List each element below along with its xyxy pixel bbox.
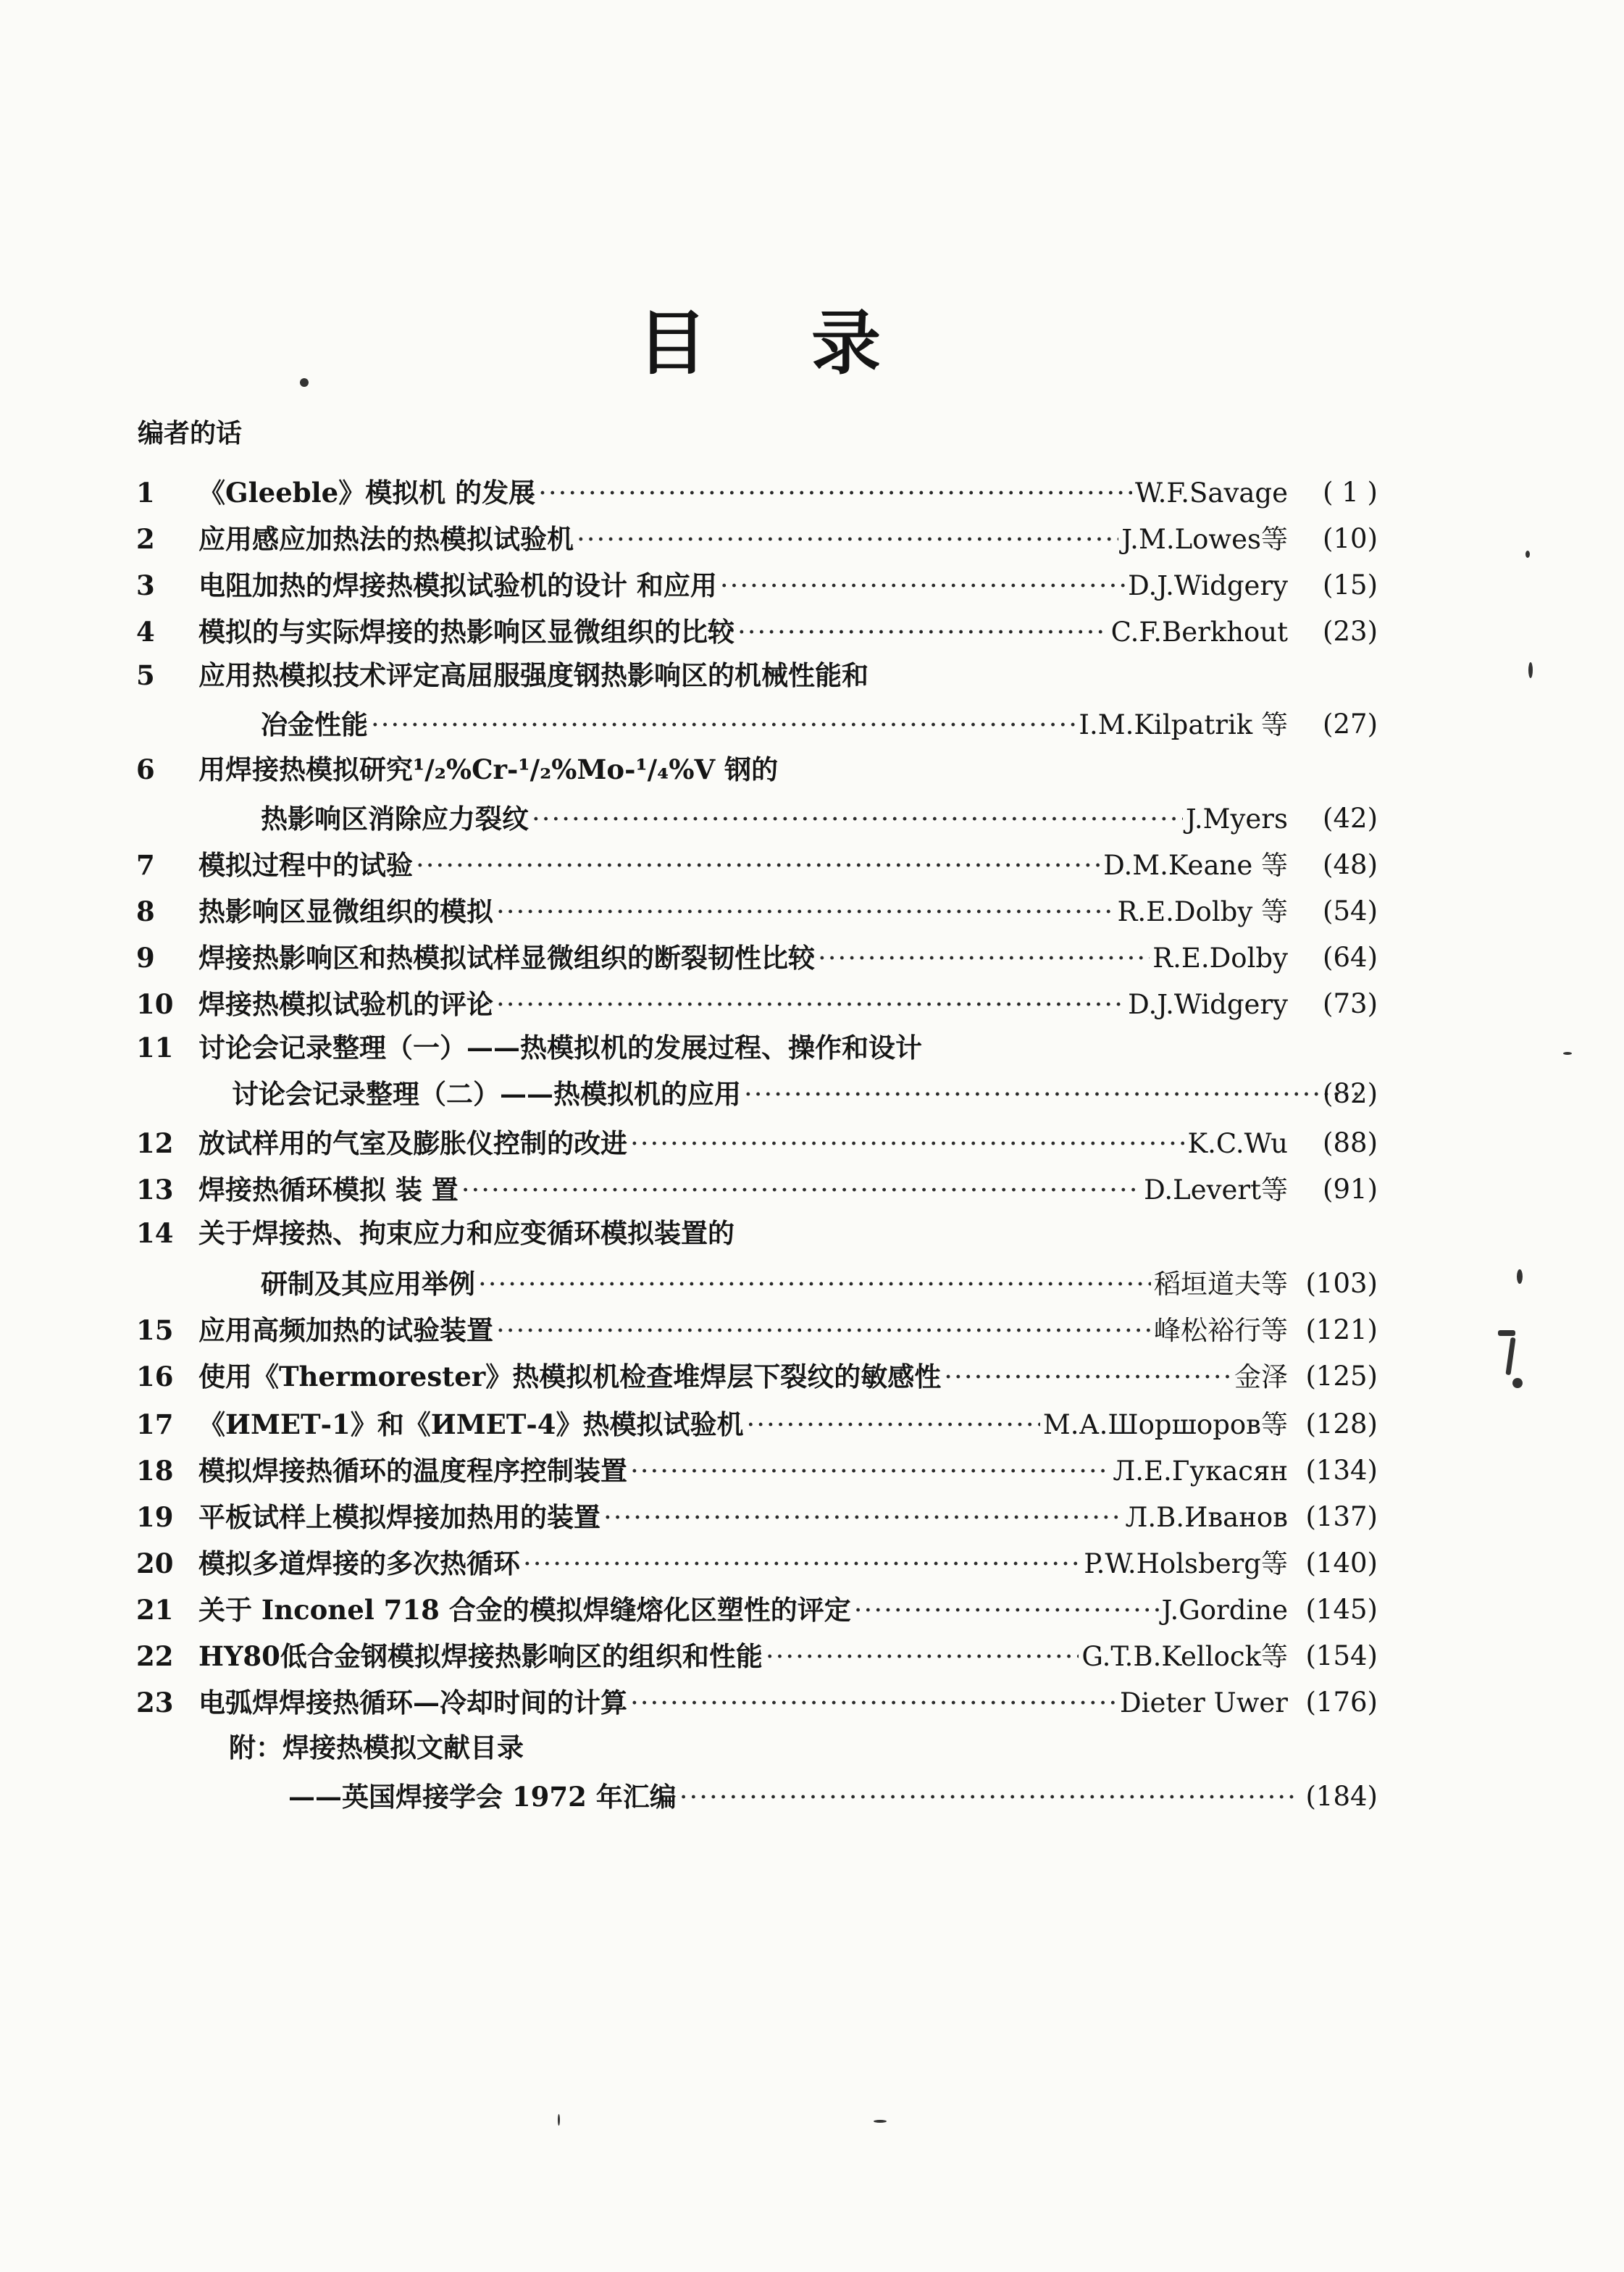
entry-number: 14: [136, 1217, 174, 1249]
entry-title: 用焊接热模拟研究¹/₂%Cr-¹/₂%Mo-¹/₄%V 钢的: [198, 753, 779, 785]
entry-number: 1: [136, 477, 155, 509]
entry-title: 焊接热影响区和热模拟试样显微组织的断裂韧性比较: [198, 942, 815, 974]
leader-dots: [747, 1402, 1040, 1448]
toc-entry[interactable]: [0, 746, 1624, 793]
entry-author: D.J.Widgery: [1128, 570, 1288, 601]
entry-page: (48): [1323, 849, 1378, 880]
toc-entry[interactable]: [0, 1633, 1624, 1679]
entry-author: 峰松裕行等: [1154, 1315, 1288, 1346]
leader-dots: [744, 1072, 1365, 1118]
toc-entry[interactable]: [0, 1353, 1624, 1400]
entry-author: Л.В.Иванов: [1125, 1502, 1288, 1533]
entry-page: (140): [1305, 1548, 1378, 1579]
entry-title: 应用感应加热法的热模拟试验机: [198, 523, 574, 555]
entry-number: 23: [136, 1687, 174, 1718]
entry-page: (42): [1323, 803, 1378, 834]
entry-title: 电弧焊焊接热循环—冷却时间的计算: [198, 1687, 627, 1718]
leader-dots: [818, 935, 1150, 982]
entry-title: 热影响区显微组织的模拟: [198, 895, 493, 927]
entry-author: R.E.Dolby: [1152, 943, 1288, 974]
scan-speck: [1528, 662, 1533, 678]
entry-author: P.W.Holsberg等: [1084, 1548, 1288, 1579]
entry-author: D.J.Widgery: [1128, 989, 1288, 1020]
entry-number: 4: [136, 616, 155, 648]
entry-page: (10): [1323, 523, 1378, 554]
toc-entry[interactable]: [0, 469, 1624, 516]
leader-dots: [603, 1495, 1122, 1541]
scan-speck: [558, 2114, 560, 2126]
entry-page: (125): [1305, 1361, 1378, 1392]
entry-title: 《ИМЕТ-1》和《ИМЕТ-4》热模拟试验机: [198, 1408, 744, 1440]
entry-title: 应用热模拟技术评定高屈服强度钢热影响区的机械性能和: [198, 659, 868, 691]
entry-title-cont: 研制及其应用举例: [261, 1268, 475, 1300]
entry-title: 焊接热模拟试验机的评论: [198, 988, 493, 1020]
entry-title: 平板试样上模拟焊接加热用的装置: [198, 1501, 600, 1533]
leader-dots: [461, 1167, 1141, 1214]
entry-title: HY80低合金钢模拟焊接热影响区的组织和性能: [198, 1640, 763, 1672]
entry-title: 关于焊接热、拘束应力和应变循环模拟装置的: [198, 1217, 734, 1249]
entry-author: C.F.Berkhout: [1110, 617, 1288, 648]
toc-entry-cont[interactable]: [0, 795, 1624, 842]
entry-author: М.А.Шоршоров等: [1042, 1409, 1288, 1440]
editor-note: 编者的话: [138, 418, 243, 448]
leader-dots: [630, 1121, 1184, 1167]
scan-speck: [1512, 1378, 1523, 1388]
entry-title-cont: 热影响区消除应力裂纹: [261, 803, 529, 835]
entry-number: 22: [136, 1640, 174, 1672]
entry-page: (137): [1305, 1501, 1378, 1532]
entry-page: (145): [1305, 1594, 1378, 1625]
entry-page: (15): [1323, 569, 1378, 601]
entry-number: 8: [136, 895, 155, 927]
leader-dots: [496, 1308, 1151, 1354]
entry-title: 焊接热循环模拟 装 置: [198, 1174, 459, 1206]
entry-title: 模拟过程中的试验: [198, 849, 413, 881]
scan-speck: [300, 378, 309, 387]
entry-number: 17: [136, 1408, 174, 1440]
entry-page: (82): [1323, 1078, 1378, 1109]
toc-entry[interactable]: [0, 1166, 1624, 1213]
leader-dots: [630, 1680, 1117, 1726]
entry-author: 稻垣道夫等: [1154, 1269, 1288, 1300]
entry-author: W.F.Savage: [1135, 477, 1288, 509]
entry-author: R.E.Dolby 等: [1117, 896, 1288, 927]
entry-number: 20: [136, 1548, 174, 1579]
entry-number: 16: [136, 1361, 174, 1392]
leader-dots: [854, 1587, 1159, 1634]
entry-page: ( 1 ): [1323, 477, 1378, 508]
entry-author: D.M.Keane 等: [1103, 850, 1288, 881]
entry-number: 5: [136, 659, 155, 691]
toc-entry[interactable]: [0, 1540, 1624, 1587]
entry-page: (121): [1305, 1314, 1378, 1345]
entry-page: (103): [1305, 1268, 1378, 1299]
appendix-entry-cont[interactable]: [0, 1774, 1624, 1820]
toc-entry[interactable]: [0, 1307, 1624, 1353]
scan-speck: [1498, 1330, 1515, 1336]
entry-page: (176): [1305, 1687, 1378, 1718]
entry-page: (23): [1323, 616, 1378, 647]
toc-entry[interactable]: [0, 516, 1624, 562]
entry-number: 10: [136, 988, 174, 1020]
entry-page: (73): [1323, 988, 1378, 1019]
toc-entry[interactable]: [0, 888, 1624, 935]
page-title-char-1: 目: [637, 302, 707, 384]
toc-entry[interactable]: [0, 609, 1624, 655]
entry-author: 金泽: [1234, 1361, 1288, 1392]
entry-title: 模拟多道焊接的多次热循环: [198, 1548, 520, 1579]
entry-author: J.M.Lowes等: [1121, 524, 1288, 555]
entry-number: 6: [136, 753, 155, 785]
entry-number: 19: [136, 1501, 174, 1533]
leader-dots: [944, 1354, 1231, 1400]
toc-entry[interactable]: [0, 1679, 1624, 1726]
leader-dots: [630, 1448, 1110, 1495]
entry-title: 讨论会记录整理（一）——热模拟机的发展过程、操作和设计: [198, 1032, 922, 1064]
entry-title: 模拟焊接热循环的温度程序控制装置: [198, 1455, 627, 1487]
toc-entry[interactable]: [0, 562, 1624, 609]
entry-author: Л.Е.Гукасян: [1113, 1456, 1288, 1487]
leader-dots: [496, 889, 1114, 935]
entry-title: 使用《Thermorester》热模拟机检查堆焊层下裂纹的敏感性: [198, 1361, 942, 1392]
toc-entry[interactable]: [0, 1587, 1624, 1633]
entry-number: 7: [136, 849, 155, 881]
entry-title: 电阻加热的焊接热模拟试验机的设计 和应用: [198, 569, 717, 601]
entry-number: 12: [136, 1127, 174, 1159]
toc-entry[interactable]: [0, 652, 1624, 698]
entry-page: (64): [1323, 942, 1378, 973]
leader-dots: [496, 982, 1125, 1028]
entry-number: 11: [136, 1032, 174, 1064]
entry-author: Dieter Uwer: [1119, 1687, 1288, 1718]
entry-number: 9: [136, 942, 155, 974]
entry-author: I.M.Kilpatrik 等: [1079, 709, 1288, 740]
scan-speck: [1525, 551, 1530, 558]
scan-speck: [874, 2120, 887, 2123]
toc-entry[interactable]: [0, 1401, 1624, 1448]
entry-title-cont: 讨论会记录整理（二）——热模拟机的应用: [232, 1078, 741, 1110]
entry-page: (88): [1323, 1127, 1378, 1158]
toc-entry[interactable]: [0, 1210, 1624, 1256]
entry-title: 《Gleeble》模拟机 的发展: [198, 477, 536, 509]
appendix-page: (184): [1305, 1781, 1378, 1812]
entry-author: J.Gordine: [1161, 1595, 1288, 1626]
leader-dots: [766, 1634, 1079, 1680]
entry-title: 模拟的与实际焊接的热影响区显微组织的比较: [198, 616, 734, 648]
entry-author: J.Myers: [1185, 803, 1288, 835]
entry-number: 15: [136, 1314, 174, 1346]
entry-page: (27): [1323, 709, 1378, 740]
entry-author: D.Levert等: [1144, 1174, 1288, 1206]
leader-dots: [532, 796, 1183, 843]
toc-entry-cont[interactable]: [0, 1261, 1624, 1307]
entry-page: (54): [1323, 895, 1378, 927]
entry-number: 18: [136, 1455, 174, 1487]
entry-title: 关于 Inconel 718 合金的模拟焊缝熔化区塑性的评定: [198, 1594, 851, 1626]
scan-speck: [1563, 1052, 1572, 1055]
entry-title: 应用高频加热的试验装置: [198, 1314, 493, 1346]
leader-dots: [538, 470, 1132, 517]
entry-title: 放试样用的气室及膨胀仪控制的改进: [198, 1127, 627, 1159]
toc-entry[interactable]: [0, 1494, 1624, 1540]
appendix-subtitle: ——英国焊接学会 1972 年汇编: [288, 1781, 677, 1813]
appendix-entry[interactable]: [0, 1724, 1624, 1771]
leader-dots: [416, 843, 1100, 889]
leader-dots: [371, 702, 1076, 748]
entry-author: K.C.Wu: [1187, 1128, 1288, 1159]
leader-dots: [577, 517, 1118, 563]
toc-entry[interactable]: [0, 1448, 1624, 1494]
toc-entry-cont[interactable]: [0, 701, 1624, 748]
toc-entry[interactable]: [0, 1120, 1624, 1166]
scan-speck: [1517, 1269, 1523, 1284]
leader-dots: [523, 1541, 1081, 1587]
entry-author: G.T.B.Kellock等: [1081, 1641, 1288, 1672]
toc-entry[interactable]: [0, 1024, 1624, 1071]
entry-page: (154): [1305, 1640, 1378, 1671]
toc-entry[interactable]: [0, 981, 1624, 1027]
entry-number: 3: [136, 569, 155, 601]
toc-entry-cont[interactable]: [0, 1071, 1624, 1117]
page-title-char-2: 录: [811, 302, 881, 384]
entry-page: (128): [1305, 1408, 1378, 1440]
toc-entry[interactable]: [0, 842, 1624, 888]
leader-dots: [720, 563, 1125, 609]
toc-entry[interactable]: [0, 935, 1624, 981]
entry-number: 13: [136, 1174, 174, 1206]
leader-dots: [737, 609, 1108, 656]
entry-page: (134): [1305, 1455, 1378, 1486]
entry-page: (91): [1323, 1174, 1378, 1205]
entry-number: 21: [136, 1594, 174, 1626]
entry-title-cont: 冶金性能: [261, 709, 368, 740]
appendix-label: 附：焊接热模拟文献目录: [229, 1732, 524, 1763]
leader-dots: [478, 1261, 1151, 1308]
leader-dots: [679, 1774, 1299, 1821]
entry-number: 2: [136, 523, 155, 555]
